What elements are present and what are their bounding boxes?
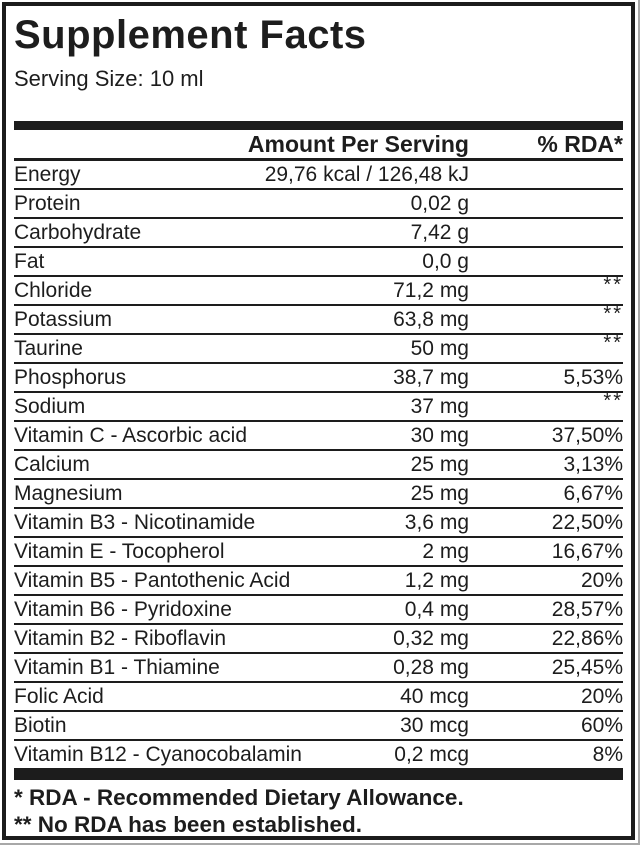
nutrient-rda: 22,50% xyxy=(551,511,623,535)
nutrient-amount: 0,2 mcg xyxy=(394,743,469,767)
nutrient-amount: 30 mcg xyxy=(400,714,469,738)
label-title: Supplement Facts xyxy=(14,13,367,57)
no-rda-asterisks: ** xyxy=(603,274,623,297)
nutrient-amount: 63,8 mg xyxy=(393,308,469,332)
nutrient-amount: 29,76 kcal / 126,48 kJ xyxy=(264,163,469,187)
nutrient-amount: 50 mg xyxy=(410,337,469,361)
nutrient-amount: 0,4 mg xyxy=(404,598,469,622)
table-row xyxy=(14,190,623,219)
divider-bar-top xyxy=(14,121,623,130)
table-row xyxy=(14,332,623,364)
table-row xyxy=(14,625,623,654)
nutrient-amount: 25 mg xyxy=(410,482,469,506)
nutrient-amount: 25 mg xyxy=(410,453,469,477)
table-row xyxy=(14,509,623,538)
table-row xyxy=(14,390,623,422)
nutrient-amount: 7,42 g xyxy=(410,221,469,245)
table-row xyxy=(14,596,623,625)
serving-size-text: Serving Size: 10 ml xyxy=(14,66,204,92)
nutrient-name: Sodium xyxy=(14,395,86,419)
nutrient-rda: 3,13% xyxy=(563,453,623,477)
nutrient-name: Energy xyxy=(14,163,81,187)
no-rda-asterisks: ** xyxy=(603,390,623,413)
nutrient-rda xyxy=(469,303,623,334)
nutrient-name: Folic Acid xyxy=(14,685,104,709)
table-row xyxy=(14,741,623,770)
nutrient-amount: 0,32 mg xyxy=(393,627,469,651)
nutrient-name: Vitamin B12 - Cyanocobalamin xyxy=(14,743,302,767)
nutrient-amount: 71,2 mg xyxy=(393,279,469,303)
nutrient-table xyxy=(14,161,623,770)
table-row xyxy=(14,303,623,335)
nutrient-name: Magnesium xyxy=(14,482,123,506)
nutrient-name: Potassium xyxy=(14,308,113,332)
table-row xyxy=(14,451,623,480)
nutrient-rda: 60% xyxy=(580,714,623,738)
supplement-facts-label xyxy=(2,2,635,840)
no-rda-asterisks: ** xyxy=(603,303,623,326)
nutrient-name: Carbohydrate xyxy=(14,221,142,245)
table-row xyxy=(14,683,623,712)
nutrient-rda: 16,67% xyxy=(551,540,623,564)
nutrient-name: Chloride xyxy=(14,279,93,303)
nutrient-rda: 6,67% xyxy=(563,482,623,506)
nutrient-name: Vitamin B3 - Nicotinamide xyxy=(14,511,256,535)
nutrient-amount: 30 mg xyxy=(410,424,469,448)
nutrient-rda: 5,53% xyxy=(563,366,623,390)
table-row xyxy=(14,248,623,277)
table-header-row xyxy=(14,130,623,161)
table-row xyxy=(14,274,623,306)
nutrient-name: Vitamin B6 - Pyridoxine xyxy=(14,598,232,622)
nutrient-rda: 37,50% xyxy=(551,424,623,448)
nutrient-name: Vitamin C - Ascorbic acid xyxy=(14,424,248,448)
table-row xyxy=(14,712,623,741)
nutrient-name: Vitamin E - Tocopherol xyxy=(14,540,225,564)
nutrient-name: Vitamin B5 - Pantothenic Acid xyxy=(14,569,291,593)
nutrient-rda: 20% xyxy=(580,685,623,709)
table-row xyxy=(14,422,623,451)
nutrient-name: Fat xyxy=(14,250,45,274)
nutrient-name: Protein xyxy=(14,192,81,216)
table-row xyxy=(14,654,623,683)
footnote-no-rda: ** No RDA has been established. xyxy=(14,812,363,838)
nutrient-amount: 0,02 g xyxy=(410,192,469,216)
nutrient-amount: 0,28 mg xyxy=(393,656,469,680)
nutrient-rda xyxy=(469,332,623,363)
nutrient-rda: 20% xyxy=(580,569,623,593)
nutrient-amount: 40 mcg xyxy=(400,685,469,709)
nutrient-rda: 8% xyxy=(592,743,623,767)
nutrient-rda: 22,86% xyxy=(551,627,623,651)
nutrient-rda xyxy=(469,274,623,305)
nutrient-name: Vitamin B1 - Thiamine xyxy=(14,656,220,680)
nutrient-amount: 37 mg xyxy=(410,395,469,419)
nutrient-amount: 3,6 mg xyxy=(404,511,469,535)
nutrient-name: Vitamin B2 - Riboflavin xyxy=(14,627,227,651)
rda-column-header: % RDA* xyxy=(537,131,623,158)
nutrient-amount: 1,2 mg xyxy=(404,569,469,593)
nutrient-name: Phosphorus xyxy=(14,366,127,390)
nutrient-rda: 25,45% xyxy=(551,656,623,680)
nutrient-rda xyxy=(469,390,623,421)
table-row xyxy=(14,480,623,509)
table-row xyxy=(14,161,623,190)
nutrient-name: Taurine xyxy=(14,337,83,361)
table-row xyxy=(14,538,623,567)
nutrient-name: Calcium xyxy=(14,453,90,477)
footnotes xyxy=(14,784,623,838)
divider-bar-bottom xyxy=(14,770,623,780)
footnote-rda-definition: * RDA - Recommended Dietary Allowance. xyxy=(14,785,464,811)
nutrient-amount: 0,0 g xyxy=(422,250,469,274)
table-row xyxy=(14,364,623,393)
amount-column-header: Amount Per Serving xyxy=(247,131,469,158)
table-row xyxy=(14,219,623,248)
nutrient-amount: 2 mg xyxy=(422,540,469,564)
table-row xyxy=(14,567,623,596)
nutrient-name: Biotin xyxy=(14,714,67,738)
nutrient-rda: 28,57% xyxy=(551,598,623,622)
no-rda-asterisks: ** xyxy=(603,332,623,355)
nutrient-amount: 38,7 mg xyxy=(393,366,469,390)
